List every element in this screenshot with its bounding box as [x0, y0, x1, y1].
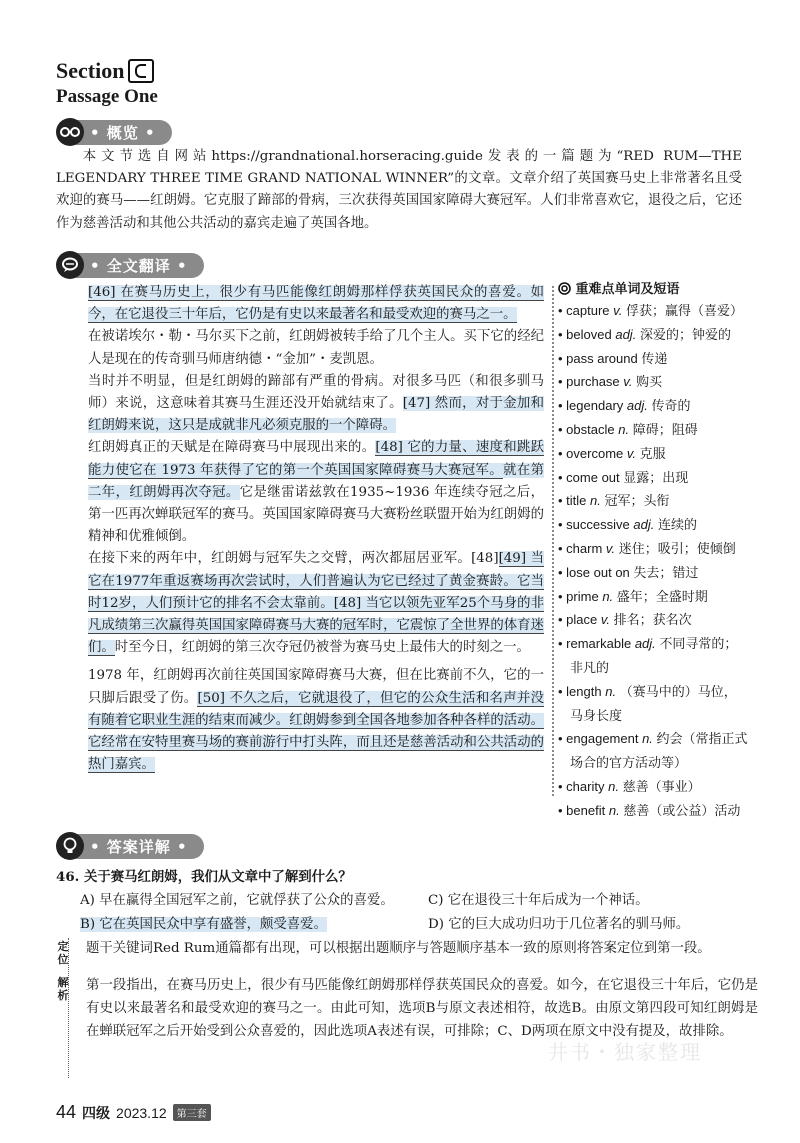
- glasses-icon: [56, 118, 84, 146]
- analysis-tag: 解析: [57, 976, 69, 1002]
- vocab-item: [558, 775, 758, 799]
- vocab-meaning: 约会（常指正式: [656, 731, 748, 747]
- vocab-meaning: 深爱的；钟爱的: [639, 326, 731, 342]
- option-b-text: B) 它在英国民众中享有盛誉，颇受喜爱。: [80, 917, 327, 932]
- passage-title: Passage One: [56, 86, 158, 107]
- answer-anchor-48: [48] 它的力量、速度和跳跃能力使它在 1973 年获得了它的第一个英国国家障碍赛马大赛冠军。: [88, 440, 545, 478]
- bullet: •: [558, 398, 567, 414]
- answers-banner: [56, 834, 204, 858]
- translation-paragraph-5: [88, 548, 544, 659]
- vocab-word: engagement: [566, 731, 639, 747]
- translation-paragraph-1: [58, 282, 544, 326]
- p5-text: 在接下来的两年中，红朗姆与冠军失之交臂，两次都屈居亚军。[48]: [88, 551, 499, 567]
- vocab-word: place: [566, 612, 598, 628]
- vocab-word: legendary: [566, 398, 624, 414]
- vocab-list: [558, 299, 758, 823]
- vocab-meaning: 购买: [636, 374, 663, 390]
- vocab-meaning: 盛年；全盛时期: [616, 588, 708, 604]
- vocab-meaning: 冠军；头衔: [604, 493, 670, 509]
- vocab-item: [558, 347, 758, 371]
- vocab-meaning: 连续的: [657, 517, 697, 533]
- vocab-meaning: 慈善（或公益）活动: [623, 802, 741, 818]
- translation-paragraph-2: 在被诺埃尔・勒・马尔买下之前，红朗姆被转手给了几个主人。买下它的经纪人是现在的传奇驯马师唐纳德・“金加”・麦凯恩。: [88, 329, 544, 367]
- option-b: [80, 913, 327, 932]
- p4-rest: 它是继雷诺兹敦在1935~1936 年连续夺冠之后，第一匹再次蝉联冠军的赛马。英国国家障碍赛马大赛粉丝联盟开始为红朗姆的精神和优雅倾倒。: [88, 484, 544, 545]
- overview-banner: [56, 120, 172, 144]
- vocab-meaning: 传递: [641, 350, 668, 366]
- vocab-item: [558, 537, 758, 561]
- bullet: •: [558, 588, 567, 604]
- bullet: •: [558, 469, 567, 485]
- vocab-word: pass around: [566, 350, 638, 366]
- vocab-item: [558, 489, 758, 513]
- vocab-pos: v.: [600, 612, 611, 628]
- section-title: Section: [56, 58, 125, 83]
- vocab-item: [558, 323, 758, 347]
- bullet: •: [558, 612, 567, 628]
- vocab-meaning: 俘获；赢得（喜爱）: [625, 303, 743, 318]
- vocab-word: overcome: [566, 445, 624, 461]
- vocab-item: [558, 632, 758, 656]
- section-heading: [56, 58, 154, 84]
- footer-title: 四级: [82, 1104, 111, 1121]
- translation-label: • 全文翻译 •: [76, 253, 204, 278]
- bullet: •: [558, 802, 567, 818]
- vocab-pos: v.: [623, 374, 633, 390]
- speech-bubble-icon: [56, 251, 84, 279]
- vocab-pos: n.: [605, 683, 617, 699]
- vocab-meaning: 迷住；吸引；使倾倒: [618, 540, 736, 556]
- lightbulb-icon: [56, 832, 84, 860]
- vocab-item: [558, 680, 758, 704]
- vocab-word: lose out on: [566, 564, 630, 580]
- vocab-word: charm: [566, 540, 603, 556]
- bullet: •: [558, 374, 567, 390]
- vocab-meaning-cont: 场合的官方活动等）: [570, 755, 688, 771]
- vocab-item: [558, 585, 758, 609]
- vocab-title: 重难点单词及短语: [575, 282, 680, 297]
- vocab-pos: adj.: [615, 326, 637, 342]
- page-footer: [56, 1102, 211, 1123]
- vocab-pos: n.: [608, 802, 620, 818]
- vocab-pos: adj.: [626, 398, 648, 414]
- p5-rest: 时至今日，红朗姆的第三次夺冠仍被誉为赛马史上最伟大的时刻之一。: [114, 640, 530, 656]
- analysis-text: 第一段指出，在赛马历史上，很少有马匹能像红朗姆那样俘获英国民众的喜爱。如今，在它退役三十年后，它仍是有史以来最著名和最受欢迎的赛马之一。由此可知，选项B与原文表述相符，故选B。由原文第四段可知红朗姆是在蝉联冠军之后开始受到公众喜爱的，因此选项A表述有误，可排除；C、D两项在原文中没有提及，故排除。: [86, 978, 758, 1039]
- option-a: A) 早在赢得全国冠军之前，它就俘获了公众的喜爱。: [80, 893, 394, 908]
- target-icon: [558, 282, 576, 297]
- bullet: •: [558, 778, 567, 794]
- vocab-item: [558, 466, 758, 490]
- answer-anchor-46: [46] 在赛马历史上，很少有马匹能像红朗姆那样俘获英国民众的喜爱。如今，在它退役三十年后，它仍是有史以来最著名和最受欢迎的赛马之一。: [88, 285, 544, 323]
- bullet: •: [558, 445, 567, 461]
- vocab-item: [558, 418, 758, 442]
- vocab-word: benefit: [566, 802, 606, 818]
- vocab-word: purchase: [566, 374, 620, 390]
- p6-text: 1978 年，红朗姆再次前往英国国家障碍赛马大赛，但在比赛前不久，它的一只脚后跟受了伤。: [88, 668, 544, 706]
- vocab-meaning-cont: 非凡的: [570, 659, 610, 675]
- vocab-pos: v.: [626, 445, 637, 461]
- vocab-item: [558, 370, 758, 394]
- vocab-pos: n.: [608, 778, 619, 794]
- option-d: D) 它的巨大成功归功于几位著名的驯马师。: [428, 917, 690, 932]
- vocab-word: title: [566, 493, 587, 509]
- locate-tag: 定位: [57, 940, 69, 966]
- bullet: •: [558, 493, 567, 509]
- vocab-meaning: 障碍；阻碍: [632, 421, 698, 437]
- vocab-item: [558, 727, 758, 751]
- column-divider: [552, 286, 554, 796]
- p4-text: 红朗姆真正的天赋是在障碍赛马中展现出来的。: [88, 440, 376, 456]
- bullet: •: [558, 350, 567, 366]
- vocab-pos: n.: [618, 421, 630, 437]
- p4-highlight: 就在第二年，红朗姆再次夺冠。: [88, 462, 545, 500]
- vocab-item: [558, 394, 758, 418]
- section-c-icon: [128, 59, 154, 83]
- p3-text: 当时并不明显，但是红朗姆的蹄部有严重的骨病。对很多马匹（和很多驯马师）来说，这意味着其赛马生涯还没开始就结束了。: [88, 373, 544, 412]
- vocab-word: beloved: [566, 326, 612, 342]
- answer-anchor-50: [50] 不久之后，它就退役了，但它的公众生活和名声并没有随着它职业生涯的结束而减少。红朗姆参到全国各地参加各种各样的活动。它经常在安特里赛马场的赛前游行中打头阵，而且还是慈善活动和公共活动的热门嘉宾。: [88, 690, 544, 773]
- vocab-meaning: 显露；出现: [623, 469, 689, 485]
- vocab-pos: v.: [613, 303, 623, 318]
- bullet: •: [558, 683, 567, 699]
- vocab-meaning: 克服: [639, 445, 666, 461]
- answer-anchor-49: [49] 当它在1977年重返赛场再次尝试时，人们普遍认为它已经过了黄金赛龄。它当时12岁，人们预计它的排名不会太靠前。: [88, 551, 544, 611]
- vocab-item: [558, 608, 758, 632]
- answers-label: • 答案详解 •: [76, 834, 204, 859]
- vocab-item: [558, 561, 758, 585]
- overview-label: • 概览 •: [76, 120, 172, 145]
- vocab-pos: adj.: [634, 636, 656, 652]
- answer-anchor-48b: [48] 当它以领先亚军25个马身的非凡成绩第三次赢得英国国家障碍赛马大赛的冠军时，它震惊了全世界的体育迷们。: [88, 595, 544, 656]
- translation-paragraph-4: [88, 437, 544, 548]
- vocab-word: obstacle: [566, 421, 615, 437]
- footer-date: 2023.12: [116, 1104, 167, 1121]
- watermark: 井书・独家整理: [548, 1040, 702, 1064]
- option-c: C) 它在退役三十年后成为一个神话。: [428, 893, 649, 908]
- vocab-word: come out: [566, 469, 620, 485]
- vocab-item: [558, 513, 758, 537]
- vocab-meaning: （赛马中的）马位，: [619, 683, 737, 699]
- vocab-pos: n.: [642, 731, 653, 747]
- vocab-item: [558, 299, 758, 323]
- vocab-item: [558, 442, 758, 466]
- bullet: •: [558, 731, 567, 747]
- overview-text: 本文节选自网站https://grandnational.horseracing.guide发表的一篇题为“RED RUM—THE LEGENDARY THREE TIME GRAND NATIONAL WINNER”的文章。文章介绍了英国赛马史上非常著名且受欢迎的赛马——红朗姆。它克服了蹄部的骨病，三次获得英国国家障碍大赛冠军。人们非常喜欢它，退役之后，它还作为慈善活动和其他公共活动的嘉宾走遍了英国各地。: [56, 149, 742, 231]
- vocab-word: successive: [566, 517, 630, 533]
- vocab-word: prime: [566, 588, 599, 604]
- bullet: •: [558, 421, 567, 437]
- vocab-word: length: [566, 683, 602, 699]
- vocab-meaning-cont: 马身长度: [570, 707, 623, 723]
- vocab-word: remarkable: [566, 636, 632, 652]
- page-number: 44: [56, 1102, 77, 1122]
- translation-paragraph-6: [88, 665, 544, 776]
- locate-text: 题干关键词Red Rum通篇都有出现，可以根据出题顺序与答题顺序基本一致的原则将答案定位到第一段。: [86, 941, 711, 956]
- vocab-meaning: 不同寻常的；: [659, 636, 738, 652]
- vocab-panel: [558, 278, 758, 823]
- translation-body: [88, 282, 544, 776]
- bullet: •: [558, 326, 567, 342]
- vocab-word: capture: [566, 303, 610, 318]
- question-46: 46. 关于赛马红朗姆，我们从文章中了解到什么？: [56, 869, 352, 885]
- vocab-pos: adj.: [633, 517, 655, 533]
- vocab-meaning: 排名；获名次: [613, 612, 692, 628]
- vocab-meaning: 传奇的: [651, 398, 691, 414]
- translation-banner: [56, 253, 204, 277]
- vocab-word: charity: [566, 778, 605, 794]
- footer-issue: 第三套: [173, 1104, 211, 1121]
- translation-paragraph-3: [88, 371, 544, 438]
- bullet: •: [558, 636, 567, 652]
- bullet: •: [558, 540, 567, 556]
- answer-anchor-47: [47] 然而，对于金加和红朗姆来说，这只是成就非凡必须克服的一个障碍。: [88, 396, 544, 434]
- vocab-meaning: 失去；错过: [633, 564, 699, 580]
- vocab-pos: n.: [602, 588, 614, 604]
- vocab-header: [558, 278, 758, 297]
- vocab-pos: n.: [590, 493, 601, 509]
- vocab-pos: v.: [605, 540, 616, 556]
- bullet: •: [558, 564, 567, 580]
- bullet: •: [558, 303, 567, 318]
- vocab-meaning: 慈善（事业）: [622, 778, 701, 794]
- bullet: •: [558, 517, 567, 533]
- vocab-item: [558, 799, 758, 823]
